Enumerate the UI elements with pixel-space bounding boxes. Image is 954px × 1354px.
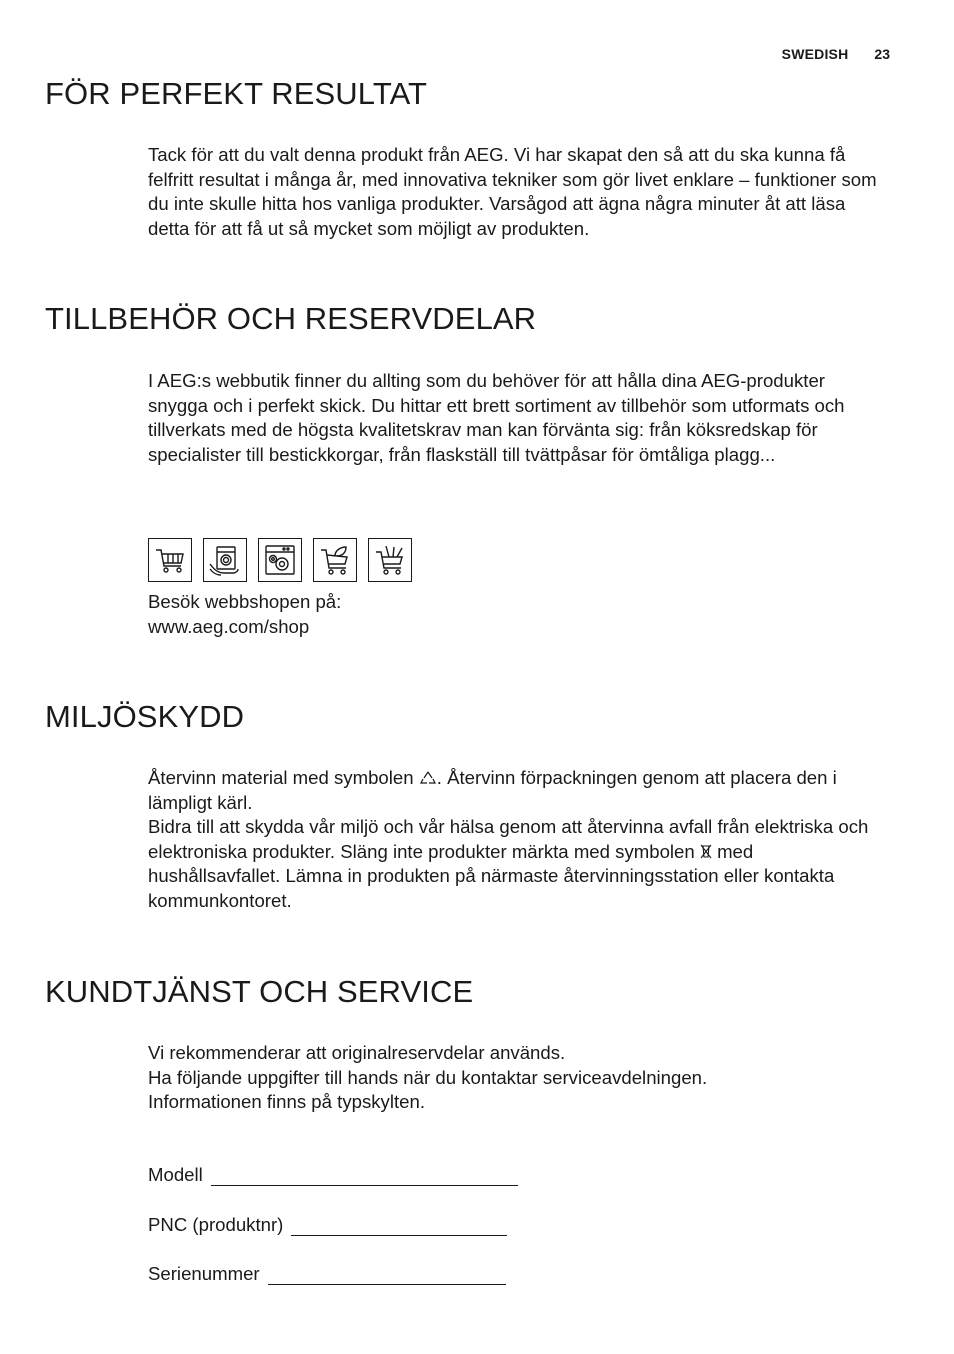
shop-intro: Besök webbshopen på: [148,591,342,612]
crossed-bin-icon [700,844,712,860]
result-text: Tack för att du valt denna produkt från AEG. Vi har skapat den så att du ska kunna få felfritt resultat i många år, med innovativa tekniker som gör livet enklare – funktioner som du inte skulle hitta hos vanliga produkter. Varsågod att ägna några minuter åt att läsa detta för att få ut så mycket som möjligt av produkten. [148,144,877,239]
model-field [148,1164,518,1186]
environment-text-2b: med hushållsavfallet. Lämna in produkten på närmaste återvinningsstation eller kontakta kommunkontoret. [148,840,835,911]
service-paragraph [148,1041,888,1115]
accessories-text: I AEG:s webbutik finner du allting som du behöver för att hålla dina AEG-produkter snygga och i perfekt skick. Du hittar ett brett sortiment av tillbehör som utformats och tillverkats med de högsta kvalitetskrav man kan förvänta sig: från köksredskap för specialister till bestickkorgar, från flaskställ till tvättpåsar för ömtåliga plagg... [148,370,845,465]
environment-text-2a: Bidra till att skydda vår miljö och vår hälsa genom att återvinna avfall från elektriska och elektroniska produkter. Släng inte produkter märkta med symbolen [148,816,869,862]
pnc-input-line[interactable] [291,1215,507,1236]
shop-url-link[interactable]: www.aeg.com/shop [148,615,310,637]
model-input-line[interactable] [211,1165,518,1186]
pnc-label: PNC (produktnr) [148,1214,284,1235]
service-line-3: Informationen finns på typskylten. [148,1091,425,1113]
dishwasher-gear-icon [258,538,302,582]
serial-input-line[interactable] [268,1264,506,1285]
result-paragraph [148,143,888,241]
environment-text-1a: Återvinn material med symbolen [148,767,414,788]
model-label: Modell [148,1164,203,1185]
page-header [782,46,890,62]
language-label: SWEDISH [781,46,849,62]
shop-icon-row [148,538,412,582]
pnc-field [148,1214,507,1236]
cart-leaf-icon [313,538,357,582]
shopping-cart-icon [148,538,192,582]
serial-field [148,1263,506,1285]
section-title-result: FÖR PERFEKT RESULTAT [45,76,428,111]
environment-text-2 [148,815,888,913]
section-title-environment: MILJÖSKYDD [45,699,245,734]
cart-tools-icon [368,538,412,582]
service-line-2: Ha följande uppgifter till hands när du kontaktar serviceavdelningen. [148,1066,708,1088]
section-title-service: KUNDTJÄNST OCH SERVICE [45,974,474,1009]
serial-label: Serienummer [148,1263,260,1284]
accessories-paragraph [148,369,888,467]
shop-link-block [148,590,888,639]
environment-text-1b: . Återvinn förpackningen genom att placera den i lämpligt kärl. [148,767,837,813]
recycle-icon [419,770,437,786]
page-number: 23 [874,46,890,62]
environment-text-1 [148,766,888,815]
service-line-1: Vi rekommenderar att originalreservdelar används. [148,1042,566,1063]
environment-paragraph [148,766,888,914]
washing-machine-hand-icon [203,538,247,582]
section-title-accessories: TILLBEHÖR OCH RESERVDELAR [45,301,537,336]
